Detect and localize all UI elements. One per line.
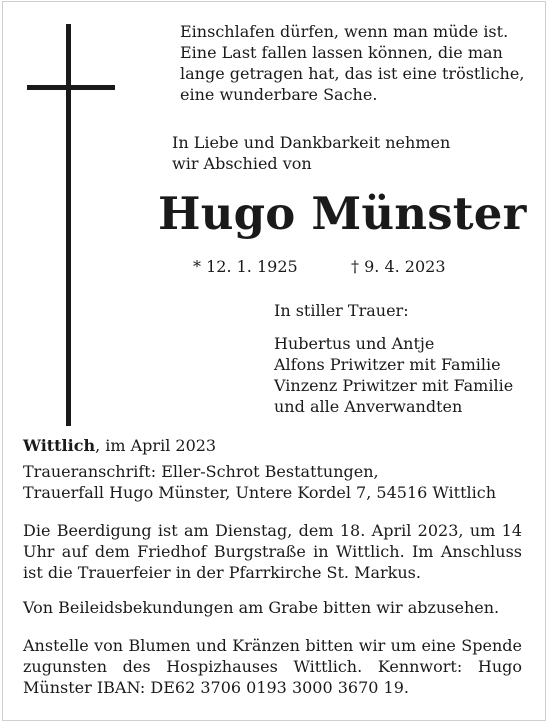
mourner-name: Vinzenz Priwitzer mit Familie: [274, 376, 514, 395]
farewell-line: In Liebe und Dankbarkeit nehmen: [172, 133, 451, 152]
funeral-details: Die Beerdigung ist am Dienstag, dem 18. April 2023, um 14 Uhr auf dem Friedhof Burgstraße in Wittlich. Im Anschluss ist die Trauerfeier in der Pfarrkirche St. Markus.: [23, 521, 522, 582]
place-date: [23, 435, 522, 456]
farewell-text: [172, 132, 450, 174]
poem-line: eine wunderbare Sache.: [180, 85, 378, 104]
address-line: Trauerfall Hugo Münster, Untere Kordel 7, 54516 Wittlich: [23, 483, 497, 502]
cross-horizontal-bar: [27, 85, 115, 90]
mourning-address: [23, 461, 522, 503]
mourner-name: und alle Anverwandten: [274, 397, 463, 416]
deceased-name: Hugo Münster: [158, 187, 527, 240]
farewell-line: wir Abschied von: [172, 154, 312, 173]
poem-line: lange getragen hat, das ist eine tröstliche,: [180, 64, 525, 83]
birth-date: * 12. 1. 1925: [193, 257, 298, 276]
mourning-heading: In stiller Trauer:: [274, 301, 409, 320]
mourner-name: Hubertus und Antje: [274, 334, 435, 353]
place-name: Wittlich: [23, 436, 96, 455]
poem-line: Eine Last fallen lassen können, die man: [180, 43, 503, 62]
donation-note: Anstelle von Blumen und Kränzen bitten wir um eine Spende zugunsten des Hospizhauses Wittlich. Kennwort: Hugo Münster IBAN: DE62 3706 0193 3000 3670 19.: [23, 636, 522, 697]
poem: [180, 21, 524, 105]
condolence-note: Von Beileidsbekundungen am Grabe bitten wir abzusehen.: [23, 598, 500, 617]
mourner-name: Alfons Priwitzer mit Familie: [274, 355, 501, 374]
mourners-list: [274, 333, 513, 417]
address-line: Traueranschrift: Eller-Schrot Bestattungen,: [23, 462, 379, 481]
poem-line: Einschlafen dürfen, wenn man müde ist.: [180, 22, 509, 41]
death-date: † 9. 4. 2023: [351, 257, 446, 276]
notice-date: , im April 2023: [95, 436, 217, 455]
